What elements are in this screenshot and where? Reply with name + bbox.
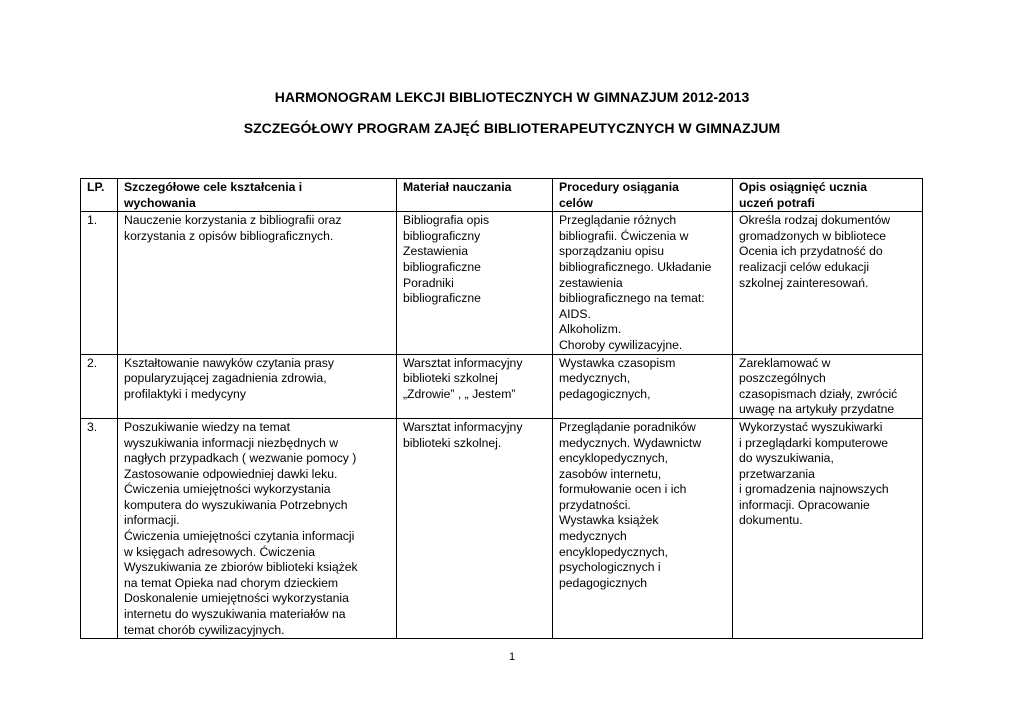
cell-material: Warsztat informacyjny biblioteki szkolnej. <box>397 418 553 638</box>
cell-cele: Poszukiwanie wiedzy na temat wyszukiwania informacji niezbędnych w nagłych przypadkach ( wezwanie pomocy ) Zastosowanie odpowiedniej dawki leku. Ćwiczenia umiejętności wykorzystania komputera do wyszukiwania Potrzebnych informacji. Ćwiczenia umiejętności czytania informacji w księgach adresowych. Ćwiczenia Wyszukiwania ze zbiorów biblioteki książek na temat Opieka nad chorym dzieckiem Doskonalenie umiejętności wykorzystania internetu do wyszukiwania materiałów na temat chorób cywilizacyjnych. <box>118 418 397 638</box>
document-title: HARMONOGRAM LEKCJI BIBLIOTECZNYCH W GIMNAZJUM 2012-2013 <box>274 89 750 105</box>
cell-opis: Wykorzystać wyszukiwarki i przeglądarki komputerowe do wyszukiwania, przetwarzania i gromadzenia najnowszych informacji. Opracowanie dokumentu. <box>733 418 923 638</box>
lesson-plan-table <box>80 178 923 639</box>
cell-procedury: Przeglądanie różnych bibliografii. Ćwiczenia w sporządzaniu opisu bibliograficznego. Układanie zestawienia bibliograficznego na temat: AIDS. Alkoholizm. Choroby cywilizacyjne. <box>553 212 733 354</box>
cell-cele: Kształtowanie nawyków czytania prasy popularyzującej zagadnienia zdrowia, profilaktyki i medycyny <box>118 354 397 418</box>
cell-procedury: Przeglądanie poradników medycznych. Wydawnictw encyklopedycznych, zasobów internetu, formułowanie ocen i ich przydatności. Wystawka książek medycznych encyklopedycznych, psychologicznych i pedagogicznych <box>553 418 733 638</box>
table-row <box>81 212 923 354</box>
header-cele: Szczegółowe cele kształcenia i wychowania <box>118 179 397 212</box>
cell-opis: Określa rodzaj dokumentów gromadzonych w bibliotece Ocenia ich przydatność do realizacji celów edukacji szkolnej zainteresowań. <box>733 212 923 354</box>
table-row <box>81 418 923 638</box>
cell-lp: 2. <box>81 354 118 418</box>
page-number: 1 <box>508 651 516 663</box>
cell-lp: 1. <box>81 212 118 354</box>
cell-opis: Zareklamować w poszczególnych czasopismach działy, zwrócić uwagę na artykuły przydatne <box>733 354 923 418</box>
header-material: Materiał nauczania <box>397 179 553 212</box>
document-subtitle: SZCZEGÓŁOWY PROGRAM ZAJĘĆ BIBLIOTERAPEUTYCZNYCH W GIMNAZJUM <box>243 120 781 136</box>
header-opis: Opis osiągnięć ucznia uczeń potrafi <box>733 179 923 212</box>
cell-material: Bibliografia opis bibliograficzny Zestawienia bibliograficzne Poradniki bibliograficzne <box>397 212 553 354</box>
table-row <box>81 354 923 418</box>
cell-cele: Nauczenie korzystania z bibliografii oraz korzystania z opisów bibliograficznych. <box>118 212 397 354</box>
cell-lp: 3. <box>81 418 118 638</box>
header-procedury: Procedury osiągania celów <box>553 179 733 212</box>
cell-material: Warsztat informacyjny biblioteki szkolnej „Zdrowie” , „ Jestem” <box>397 354 553 418</box>
table-header-row <box>81 179 923 212</box>
header-lp: LP. <box>81 179 118 212</box>
cell-procedury: Wystawka czasopism medycznych, pedagogicznych, <box>553 354 733 418</box>
